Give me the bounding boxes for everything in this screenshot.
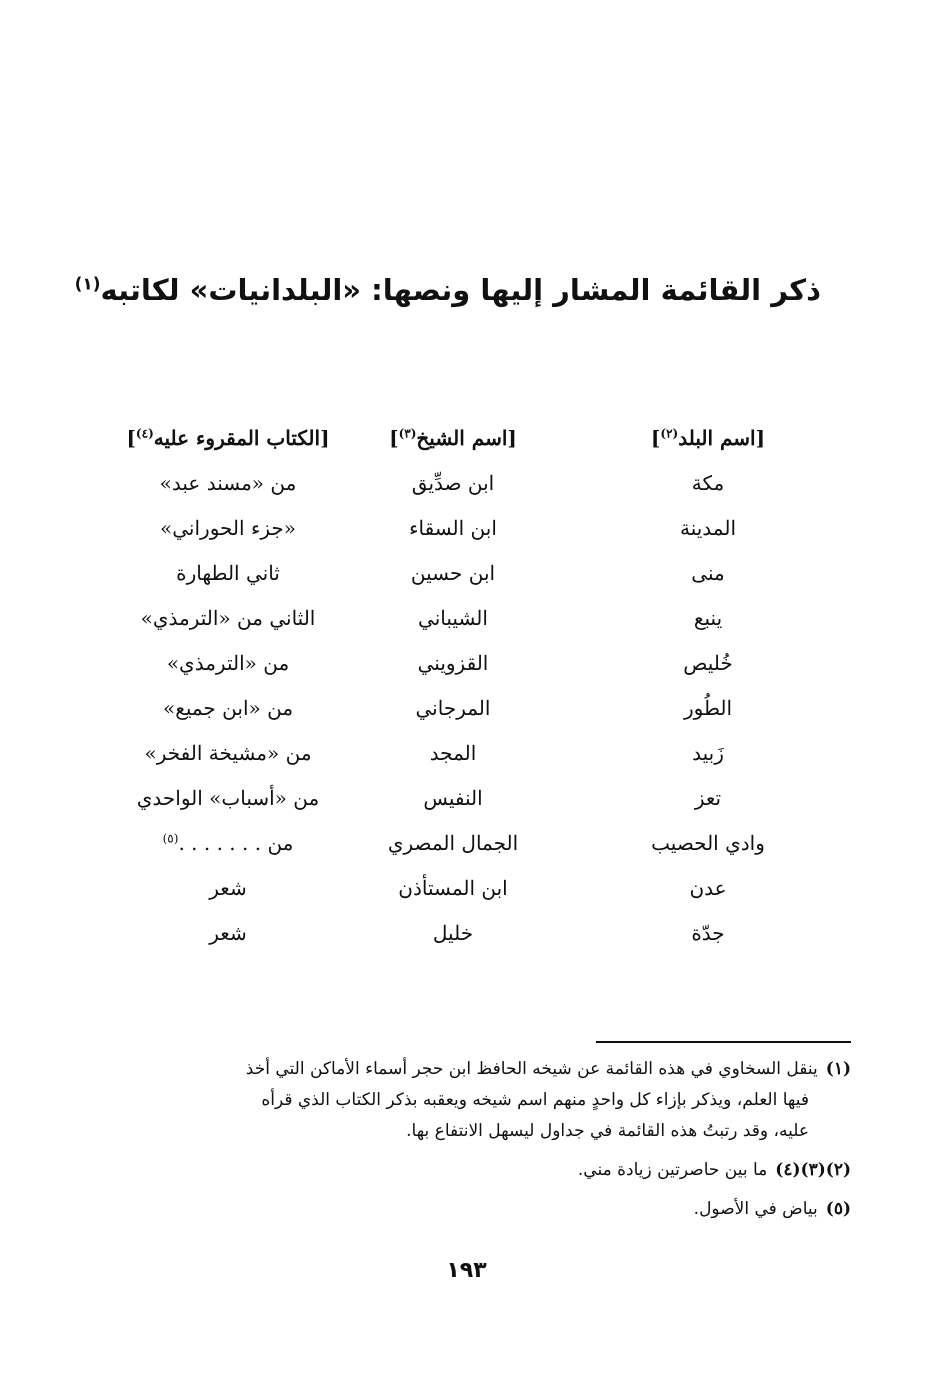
book-cell: الثاني من «الترمذي» <box>140 606 316 630</box>
table-row <box>0 696 933 741</box>
footnote-2-text: ما بين حاصرتين زيادة مني. <box>577 1160 768 1180</box>
title-footnote-marker: (١) <box>74 274 101 295</box>
header-sheikh-name: [اسم الشيخ$^{(٣)}$] <box>389 426 517 450</box>
table-row <box>0 921 933 966</box>
sheikh-cell: الجمال المصري <box>387 831 519 855</box>
header-book-read: [الكتاب المقروء عليه$^{(٤)}$] <box>126 426 330 450</box>
footnote-1-line-2: فيها العلم، ويذكر بإزاء كل واحدٍ منهم اسم شيخه ويعقبه بذكر الكتاب الذي قرأه <box>261 1090 809 1110</box>
country-cell: مكة <box>691 471 725 495</box>
table-header-row <box>0 426 933 471</box>
table-row <box>0 786 933 831</box>
book-cell: ثاني الطهارة <box>176 561 280 585</box>
footnote-3 <box>96 1194 851 1225</box>
row-footnote-marker: (٥) <box>162 831 179 846</box>
country-cell: منى <box>691 561 725 585</box>
country-cell: المدينة <box>679 516 737 540</box>
table-row <box>0 741 933 786</box>
sheikh-cell: المرجاني <box>415 696 491 720</box>
book-cell: شعر <box>209 921 247 945</box>
footnote-2 <box>96 1155 851 1186</box>
sheikh-cell: ابن حسين <box>410 561 496 585</box>
footnote-3-number: (٥) <box>825 1199 851 1219</box>
sheikh-cell: ابن المستأذن <box>398 876 508 900</box>
footnotes <box>96 1054 851 1233</box>
header-country-name: [اسم البلد$^{(٢)}$] <box>650 426 766 450</box>
sheikh-cell: النفيس <box>423 786 483 810</box>
sheikh-cell: القزويني <box>417 651 489 675</box>
table-row <box>0 651 933 696</box>
page-title <box>74 273 821 308</box>
footnote-3-text: بياض في الأصول. <box>693 1199 818 1219</box>
table-row <box>0 831 933 876</box>
footnote-separator <box>596 1041 851 1043</box>
page-number: ١٩٣ <box>446 1258 487 1283</box>
footnote-1-line-1: ينقل السخاوي في هذه القائمة عن شيخه الحافظ ابن حجر أسماء الأماكن التي أخذ <box>245 1059 818 1079</box>
table-row <box>0 471 933 516</box>
book-cell: من «ابن جميع» <box>162 696 294 720</box>
footnote-1-line-3: عليه، وقد رتبتُ هذه القائمة في جداول ليسهل الانتفاع بها. <box>406 1121 809 1141</box>
country-cell: عدن <box>689 876 727 900</box>
places-table <box>0 426 933 966</box>
sheikh-cell: ابن صدِّيق <box>411 471 495 495</box>
sheikh-cell: خليل <box>432 921 474 945</box>
book-cell: من «مشيخة الفخر» <box>144 741 312 765</box>
book-cell: من «أسباب» الواحدي <box>136 786 320 810</box>
book-cell: من «مسند عبد» <box>159 471 297 495</box>
sheikh-cell: الشيباني <box>418 606 488 630</box>
table-row <box>0 876 933 921</box>
country-cell: الطُور <box>683 696 733 720</box>
country-cell: زَبيد <box>692 741 724 765</box>
sheikh-cell: المجد <box>429 741 477 765</box>
book-cell: شعر <box>209 876 247 900</box>
footnote-2-number: (٢)(٣)(٤) <box>775 1160 851 1180</box>
country-cell: ينبع <box>693 606 723 630</box>
book-cell: «جزء الحوراني» <box>160 516 296 540</box>
book-cell: من «الترمذي» <box>166 651 290 675</box>
table-row <box>0 561 933 606</box>
country-cell: جدّة <box>691 921 725 945</box>
page-title-text: ذكر القائمة المشار إليها ونصها: «البلدانيات» لكاتبه <box>100 273 821 308</box>
table-body <box>0 471 933 966</box>
footnote-1 <box>96 1054 851 1147</box>
country-cell: خُليص <box>683 651 733 675</box>
sheikh-cell: ابن السقاء <box>409 516 497 540</box>
book-cell: من . . . . . . .$^{(٥)}$ <box>162 831 294 855</box>
table-row <box>0 516 933 561</box>
country-cell: وادي الحصيب <box>651 831 765 855</box>
table-row <box>0 606 933 651</box>
country-cell: تعز <box>694 786 722 810</box>
footnote-1-number: (١) <box>825 1059 851 1079</box>
